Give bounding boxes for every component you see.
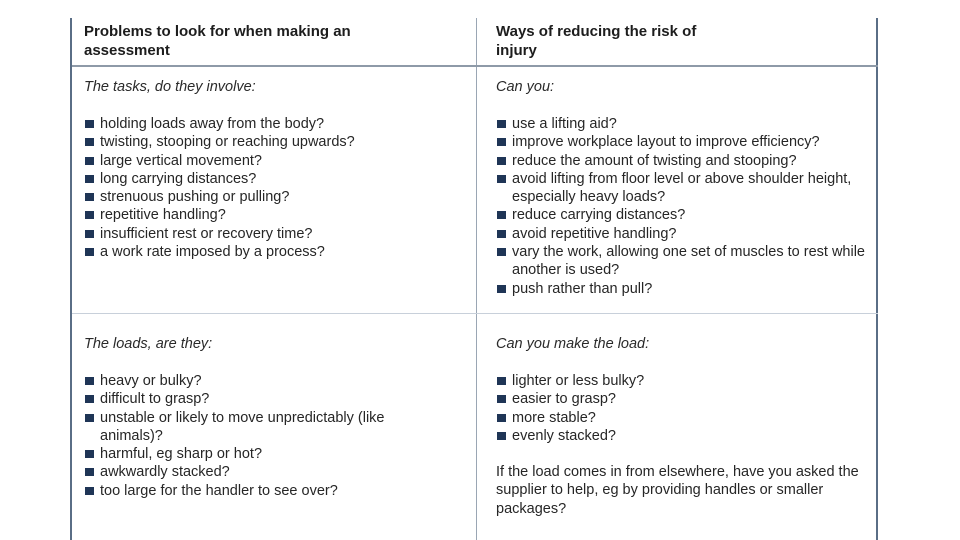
task-solutions-section: [496, 78, 874, 298]
list-item: use a lifting aid?: [496, 115, 874, 133]
loads-section: [84, 335, 414, 500]
list-item: difficult to grasp?: [84, 390, 414, 408]
list-item: large vertical movement?: [84, 152, 469, 170]
task-solutions-intro: Can you:: [496, 79, 555, 95]
list-item: heavy or bulky?: [84, 372, 414, 390]
list-item: vary the work, allowing one set of muscles to rest while another is used?: [496, 243, 874, 280]
list-item: push rather than pull?: [496, 280, 874, 298]
list-item: holding loads away from the body?: [84, 115, 469, 133]
list-item: easier to grasp?: [496, 390, 874, 408]
table-column-divider: [476, 18, 477, 540]
list-item: strenuous pushing or pulling?: [84, 188, 469, 206]
row-divider: [72, 313, 878, 314]
list-item: twisting, stooping or reaching upwards?: [84, 133, 469, 151]
list-item: avoid lifting from floor level or above shoulder height, especially heavy loads?: [496, 170, 874, 207]
loads-intro: The loads, are they:: [84, 336, 213, 352]
tasks-intro: The tasks, do they involve:: [84, 79, 256, 95]
list-item: too large for the handler to see over?: [84, 482, 414, 500]
header-solutions: Ways of reducing the risk of injury: [496, 23, 697, 59]
table-border-right: [876, 18, 878, 540]
list-item: repetitive handling?: [84, 206, 469, 224]
load-solutions-intro: Can you make the load:: [496, 336, 650, 352]
header-problems: Problems to look for when making an assessment: [84, 23, 351, 59]
load-solutions-list: [496, 372, 874, 445]
list-item: evenly stacked?: [496, 427, 874, 445]
loads-list: [84, 372, 414, 500]
list-item: insufficient rest or recovery time?: [84, 225, 469, 243]
supplier-note: If the load comes in from elsewhere, have you asked the supplier to help, eg by providing handles or smaller packages?: [496, 464, 859, 517]
table-border-left: [70, 18, 72, 540]
list-item: reduce the amount of twisting and stooping?: [496, 152, 874, 170]
list-item: awkwardly stacked?: [84, 463, 414, 481]
header-divider: [72, 65, 878, 67]
tasks-list: [84, 115, 469, 261]
task-solutions-list: [496, 115, 874, 298]
list-item: lighter or less bulky?: [496, 372, 874, 390]
list-item: more stable?: [496, 409, 874, 427]
list-item: improve workplace layout to improve efficiency?: [496, 133, 874, 151]
list-item: a work rate imposed by a process?: [84, 243, 469, 261]
list-item: long carrying distances?: [84, 170, 469, 188]
list-item: reduce carrying distances?: [496, 206, 874, 224]
load-solutions-section: [496, 335, 874, 518]
list-item: harmful, eg sharp or hot?: [84, 445, 414, 463]
list-item: unstable or likely to move unpredictably (like animals)?: [84, 409, 414, 446]
list-item: avoid repetitive handling?: [496, 225, 874, 243]
tasks-section: [84, 78, 469, 261]
